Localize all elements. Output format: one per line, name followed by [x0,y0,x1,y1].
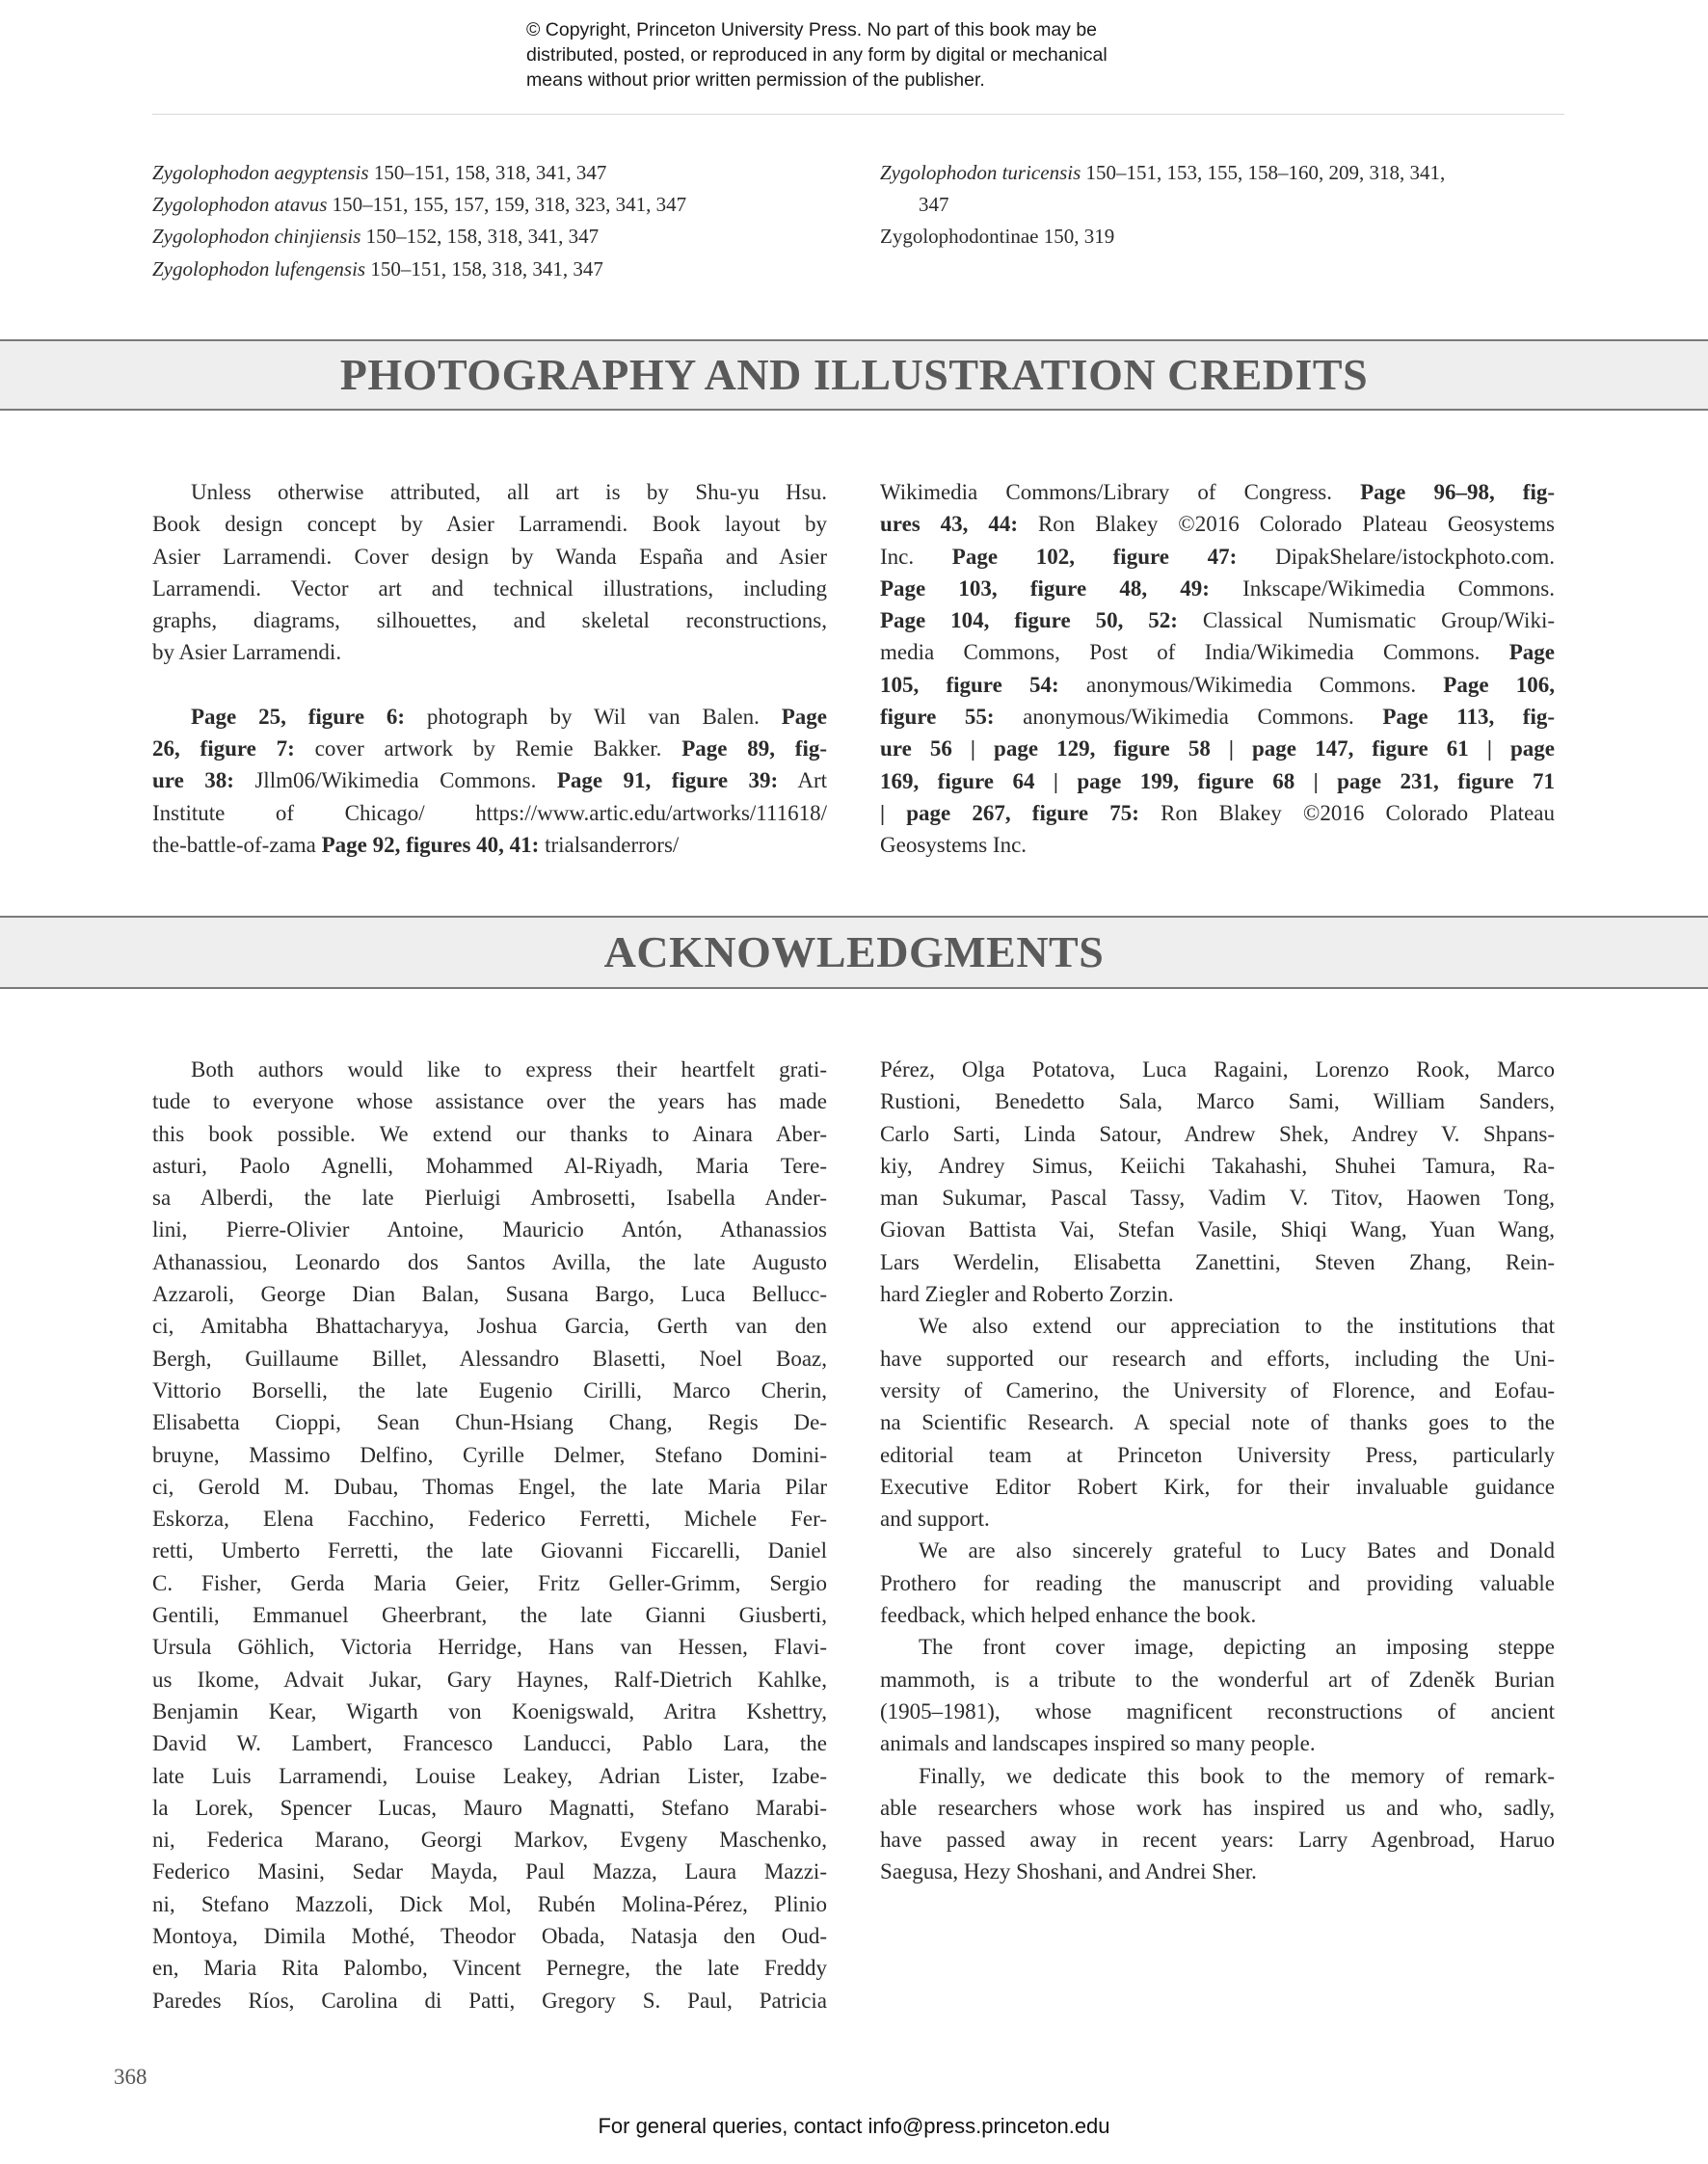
text-line: lini, Pierre-Olivier Antoine, Mauricio Antón, Athanassios [152,1217,827,1242]
text-line: Page 103, figure 48, 49: Inkscape/Wikimedia Commons. [880,575,1555,601]
text-line: ci, Gerold M. Dubau, Thomas Engel, the late Maria Pilar [152,1474,827,1499]
text-line: 26, figure 7: cover artwork by Remie Bakker. Page 89, fig- [152,736,827,761]
text-line: late Luis Larramendi, Louise Leakey, Adrian Lister, Izabe- [152,1763,827,1788]
acknowledgments-column-right [880,1054,1555,1888]
text-line: Executive Editor Robert Kirk, for their invaluable guidance [880,1474,1555,1499]
text-line: 169, figure 64 | page 199, figure 68 | page 231, figure 71 [880,768,1555,793]
text-line: Pérez, Olga Potatova, Luca Ragaini, Lorenzo Rook, Marco [880,1057,1555,1082]
acknowledgments-heading: ACKNOWLEDGMENTS [0,916,1708,989]
text-line: Montoya, Dimila Mothé, Theodor Obada, Natasja den Oud- [152,1924,827,1949]
text-line: Geosystems Inc. [880,833,1027,858]
text-line: Giovan Battista Vai, Stefan Vasile, Shiqi Wang, Yuan Wang, [880,1217,1555,1242]
text-line: David W. Lambert, Francesco Landucci, Pablo Lara, the [152,1731,827,1756]
text-line: tude to everyone whose assistance over the years has made [152,1089,827,1114]
text-line: ure 38: Jllm06/Wikimedia Commons. Page 91, figure 39: Art [152,768,828,793]
text-line: Both authors would like to express their heartfelt grati- [191,1057,827,1082]
text-line: Page 25, figure 6: photograph by Wil van Balen. Page [191,704,827,729]
text-line: We also extend our appreciation to the institutions that [919,1314,1555,1339]
text-line: this book possible. We extend our thanks to Ainara Aber- [152,1121,827,1146]
credits-intro-paragraph: Unless otherwise attributed, all art is by Shu-yu Hsu. Book design concept by Asier Larramendi. Book layout by Asier Larramendi. Cover design by Wanda España and Asier Larramendi. Vector art and technical illustrations, including graphs, diagrams, silhouettes, and skeletal reconstructions, by Asier Larramendi. [152,480,827,665]
index-entry: Zygolophodon chinjiensis 150–152, 158, 318, 341, 347 [152,225,600,249]
text-line: hard Ziegler and Roberto Zorzin. [880,1282,1174,1307]
text-line: Bergh, Guillaume Billet, Alessandro Blasetti, Noel Boaz, [152,1346,827,1371]
text-line: Azzaroli, George Dian Balan, Susana Bargo, Luca Bellucc- [152,1282,827,1307]
index-column-right [880,157,1555,254]
text-line: man Sukumar, Pascal Tassy, Vadim V. Titov, Haowen Tong, [880,1186,1555,1211]
text-line: Lars Werdelin, Elisabetta Zanettini, Steven Zhang, Rein- [880,1249,1555,1274]
text-line: ures 43, 44: Ron Blakey ©2016 Colorado Plateau Geosystems [880,512,1556,537]
text-line: media Commons, Post of India/Wikimedia Commons. Page [880,640,1555,665]
footer-contact: For general queries, contact info@press.princeton.edu [598,2114,1110,2138]
text-line: editorial team at Princeton University Press, particularly [880,1442,1555,1467]
text-line: Rustioni, Benedetto Sala, Marco Sami, William Sanders, [880,1089,1555,1114]
index-entry: Zygolophodontinae 150, 319 [880,225,1115,249]
text-line: bruyne, Massimo Delfino, Cyrille Delmer, Stefano Domini- [152,1442,827,1467]
text-line: the-battle-of-zama Page 92, figures 40, 41: trialsanderrors/ [152,832,680,857]
text-line: figure 55: anonymous/Wikimedia Commons. Page 113, fig- [880,705,1555,730]
text-line: na Scientific Research. A special note of thanks goes to the [880,1410,1555,1435]
copyright-line: © Copyright, Princeton University Press. No part of this book may be [526,19,1098,40]
acknowledgments-paragraph [880,1535,1555,1631]
text-line: Saegusa, Hezy Shoshani, and Andrei Sher. [880,1859,1257,1884]
text-line: ni, Stefano Mazzoli, Dick Mol, Rubén Molina-Pérez, Plinio [152,1891,827,1916]
text-line: Finally, we dedicate this book to the memory of remark- [919,1763,1555,1788]
page-number: 368 [114,2065,147,2089]
text-line: Wikimedia Commons/Library of Congress. Page 96–98, fig- [880,480,1555,504]
text-line: and support. [880,1507,990,1532]
text-line: asturi, Paolo Agnelli, Mohammed Al-Riyadh, Maria Tere- [152,1153,827,1178]
text-line: us Ikome, Advait Jukar, Gary Haynes, Ralf-Dietrich Kahlke, [152,1667,827,1692]
text-line: Inc. Page 102, figure 47: DipakShelare/istockphoto.com. [880,544,1555,569]
text-line: Ursula Göhlich, Victoria Herridge, Hans van Hessen, Flavi- [152,1635,827,1660]
index-column-left [152,157,827,285]
index-entry: Zygolophodon atavus 150–151, 155, 157, 159, 318, 323, 341, 347 [152,193,687,217]
header-divider [152,114,1564,115]
acknowledgments-paragraph [880,1760,1555,1888]
text-line: mammoth, is a tribute to the wonderful art of Zdeněk Burian [880,1667,1555,1692]
text-line: retti, Umberto Ferretti, the late Giovanni Ficcarelli, Daniel [152,1538,827,1563]
text-line: Athanassiou, Leonardo dos Santos Avilla, the late Augusto [152,1249,827,1274]
text-line: ci, Amitabha Bhattacharyya, Joshua Garcia, Gerth van den [152,1314,827,1339]
index-entry: Zygolophodon lufengensis 150–151, 158, 318, 341, 347 [152,256,603,281]
credits-figure-list [152,701,827,861]
acknowledgments-paragraph [152,1054,827,2017]
copyright-line: means without prior written permission of the publisher. [526,69,985,91]
text-line: Federico Masini, Sedar Mayda, Paul Mazza, Laura Mazzi- [152,1859,827,1884]
text-line: C. Fisher, Gerda Maria Geier, Fritz Geller-Grimm, Sergio [152,1570,827,1595]
acknowledgments-column-left [152,1054,827,2017]
text-line: able researchers whose work has inspired us and who, sadly, [880,1795,1555,1820]
acknowledgments-paragraph [880,1310,1555,1535]
text-line: la Lorek, Spencer Lucas, Mauro Magnatti, Stefano Marabi- [152,1795,827,1820]
copyright-line: distributed, posted, or reproduced in any form by digital or mechanical [526,44,1108,66]
text-line: Elisabetta Cioppi, Sean Chun-Hsiang Chang, Regis De- [152,1410,827,1435]
text-line: Page 104, figure 50, 52: Classical Numismatic Group/Wiki- [880,608,1555,633]
text-line: ni, Federica Marano, Georgi Markov, Evgeny Maschenko, [152,1828,827,1853]
credits-column-left [152,476,827,861]
text-line: Gentili, Emmanuel Gheerbrant, the late Gianni Giusberti, [152,1603,827,1628]
text-line: ure 56 | page 129, figure 58 | page 147, figure 61 | page [880,736,1555,761]
text-line: versity of Camerino, the University of Florence, and Eofau- [880,1377,1555,1403]
text-line: The front cover image, depicting an imposing steppe [919,1635,1555,1660]
text-line: sa Alberdi, the late Pierluigi Ambrosetti, Isabella Ander- [152,1186,827,1211]
text-line: feedback, which helped enhance the book. [880,1603,1257,1628]
index-entry-continuation: 347 [919,193,949,217]
text-line: | page 267, figure 75: Ron Blakey ©2016 Colorado Plateau [880,800,1555,825]
index-entry: Zygolophodon aegyptensis 150–151, 158, 318, 341, 347 [152,161,607,184]
text-line: Eskorza, Elena Facchino, Federico Ferretti, Michele Fer- [152,1507,827,1532]
text-line: 105, figure 54: anonymous/Wikimedia Commons. Page 106, [880,672,1555,697]
index-entry: Zygolophodon turicensis 150–151, 153, 155, 158–160, 209, 318, 341, [880,161,1446,184]
text-line: (1905–1981), whose magnificent reconstructions of ancient [880,1698,1555,1723]
credits-column-right [880,476,1555,862]
text-line: Vittorio Borselli, the late Eugenio Cirilli, Marco Cherin, [152,1377,827,1403]
acknowledgments-paragraph [880,1631,1555,1759]
credits-heading: PHOTOGRAPHY AND ILLUSTRATION CREDITS [0,339,1708,411]
copyright-notice [526,17,1259,93]
text-line: animals and landscapes inspired so many people. [880,1731,1316,1756]
text-line: Paredes Ríos, Carolina di Patti, Gregory S. Paul, Patricia [152,1988,827,2013]
text-line: Institute of Chicago/ https://www.artic.edu/artworks/111618/ [152,800,827,825]
text-line: have supported our research and efforts, including the Uni- [880,1346,1555,1371]
acknowledgments-paragraph [880,1054,1555,1310]
text-line: Benjamin Kear, Wigarth von Koenigswald, Aritra Kshettry, [152,1698,827,1723]
text-line: Carlo Sarti, Linda Satour, Andrew Shek, Andrey V. Shpans- [880,1121,1555,1146]
text-line: en, Maria Rita Palombo, Vincent Pernegre, the late Freddy [152,1956,827,1981]
text-line: have passed away in recent years: Larry Agenbroad, Haruo [880,1828,1555,1853]
text-line: kiy, Andrey Simus, Keiichi Takahashi, Shuhei Tamura, Ra- [880,1153,1555,1178]
text-line: We are also sincerely grateful to Lucy Bates and Donald [919,1538,1555,1563]
text-line: Prothero for reading the manuscript and providing valuable [880,1570,1555,1595]
